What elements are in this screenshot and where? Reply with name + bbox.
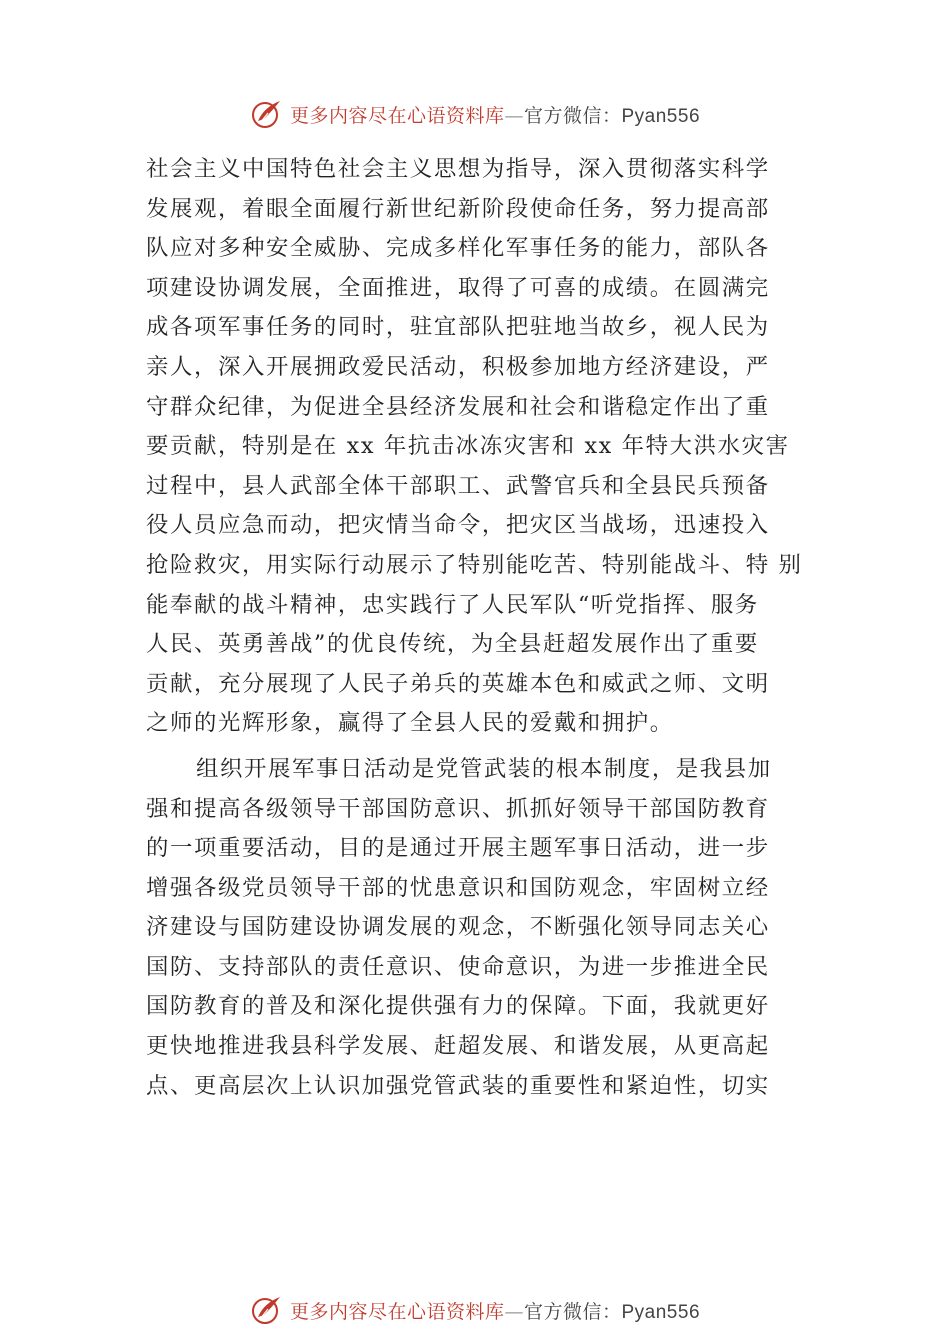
- text-line: 项建设协调发展，全面推进，取得了可喜的成绩。在圆满完: [146, 274, 770, 301]
- text-line: 要贡献，特别是在 xx 年抗击冰冻灾害和 xx 年特大洪水灾害: [146, 433, 790, 460]
- text-line: 役人员应急而动，把灾情当命令，把灾区当战场，迅速投入: [146, 512, 770, 539]
- banner-text: [290, 101, 700, 128]
- text-line: 人民、英勇善战”的优良传统，为全县赶超发展作出了重要: [146, 631, 759, 658]
- text-line: 国防教育的普及和深化提供强有力的保障。下面，我就更好: [146, 993, 770, 1020]
- paragraph-2: [146, 750, 806, 1106]
- text-line: 贡献，充分展现了人民子弟兵的英雄本色和威武之师、文明: [146, 670, 770, 697]
- text-line: 成各项军事任务的同时，驻宜部队把驻地当故乡，视人民为: [146, 314, 770, 341]
- text-line: 国防、支持部队的责任意识、使命意识，为进一步推进全民: [146, 953, 770, 980]
- text-line: 强和提高各级领导干部国防意识、抓抓好领导干部国防教育: [146, 795, 770, 822]
- document-body: [146, 150, 806, 1106]
- banner-wechat-id: Pyan556: [621, 105, 701, 127]
- text-line: 之师的光辉形象，赢得了全县人民的爱戴和拥护。: [146, 710, 674, 737]
- text-line: 过程中，县人武部全体干部职工、武警官兵和全县民兵预备: [146, 472, 770, 499]
- text-line: 的一项重要活动，目的是通过开展主题军事日活动，进一步: [146, 835, 770, 862]
- text-line: 社会主义中国特色社会主义思想为指导，深入贯彻落实科学: [146, 156, 770, 182]
- paragraph-1: [146, 150, 806, 744]
- text-line: 更快地推进我县科学发展、赶超发展、和谐发展，从更高起: [146, 1033, 770, 1060]
- text-line: 济建设与国防建设协调发展的观念，不断强化领导同志关心: [146, 914, 770, 941]
- text-line: 守群众纪律，为促进全县经济发展和社会和谐稳定作出了重: [146, 393, 770, 420]
- banner-dash: —: [504, 1300, 524, 1323]
- header-banner: [0, 94, 950, 134]
- quill-seal-icon: [250, 1293, 284, 1327]
- banner-wechat-id: Pyan556: [621, 1301, 701, 1323]
- text-line: 队应对多种安全威胁、完成多样化军事任务的能力，部队各: [146, 235, 770, 262]
- text-line: 亲人，深入开展拥政爱民活动，积极参加地方经济建设，严: [146, 353, 770, 380]
- text-line: 点、更高层次上认识加强党管武装的重要性和紧迫性，切实: [146, 1072, 770, 1099]
- quill-seal-icon: [250, 97, 284, 131]
- text-line: 发展观，着眼全面履行新世纪新阶段使命任务，努力提高部: [146, 195, 770, 222]
- text-line: 抢险救灾，用实际行动展示了特别能吃苦、特别能战斗、特 别: [146, 551, 803, 578]
- text-line: 增强各级党员领导干部的忧患意识和国防观念，牢固树立经: [146, 874, 770, 901]
- banner-dash: —: [504, 104, 524, 127]
- text-line: 能奉献的战斗精神，忠实践行了人民军队“听党指挥、服务: [146, 591, 759, 618]
- banner-wechat-label: 官方微信：: [523, 1300, 622, 1323]
- text-line: 组织开展军事日活动是党管武装的根本制度，是我县加: [196, 755, 772, 782]
- banner-wechat-label: 官方微信：: [523, 104, 622, 127]
- banner-main-text: 更多内容尽在心语资料库: [289, 1300, 505, 1323]
- banner-text: [290, 1297, 700, 1324]
- footer-banner: [0, 1290, 950, 1330]
- banner-main-text: 更多内容尽在心语资料库: [289, 104, 505, 127]
